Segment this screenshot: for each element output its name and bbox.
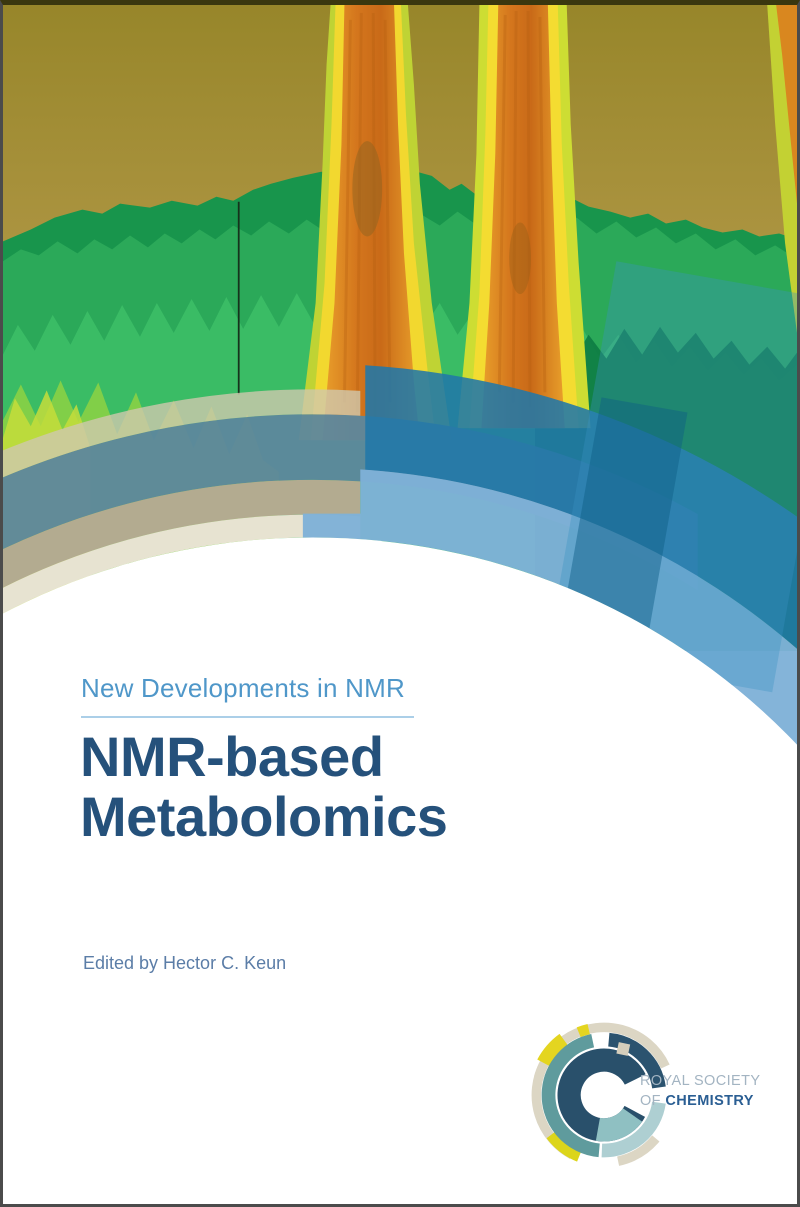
rsc-wordmark-of: OF xyxy=(640,1093,666,1109)
book-title-line1: NMR-based xyxy=(80,725,384,788)
editor-credit: Edited by Hector C. Keun xyxy=(83,953,287,973)
rsc-logo xyxy=(530,1021,780,1171)
rsc-wordmark-chemistry: CHEMISTRY xyxy=(665,1093,754,1109)
rsc-wordmark-line1: ROYAL SOCIETY xyxy=(640,1073,761,1089)
book-title xyxy=(80,727,447,847)
rsc-wordmark-line2 xyxy=(640,1091,760,1111)
series-title: New Developments in NMR xyxy=(81,673,414,718)
book-title-line2: Metabolomics xyxy=(80,785,448,848)
cover-text-layer xyxy=(3,5,797,1204)
rsc-wordmark xyxy=(640,1071,760,1111)
